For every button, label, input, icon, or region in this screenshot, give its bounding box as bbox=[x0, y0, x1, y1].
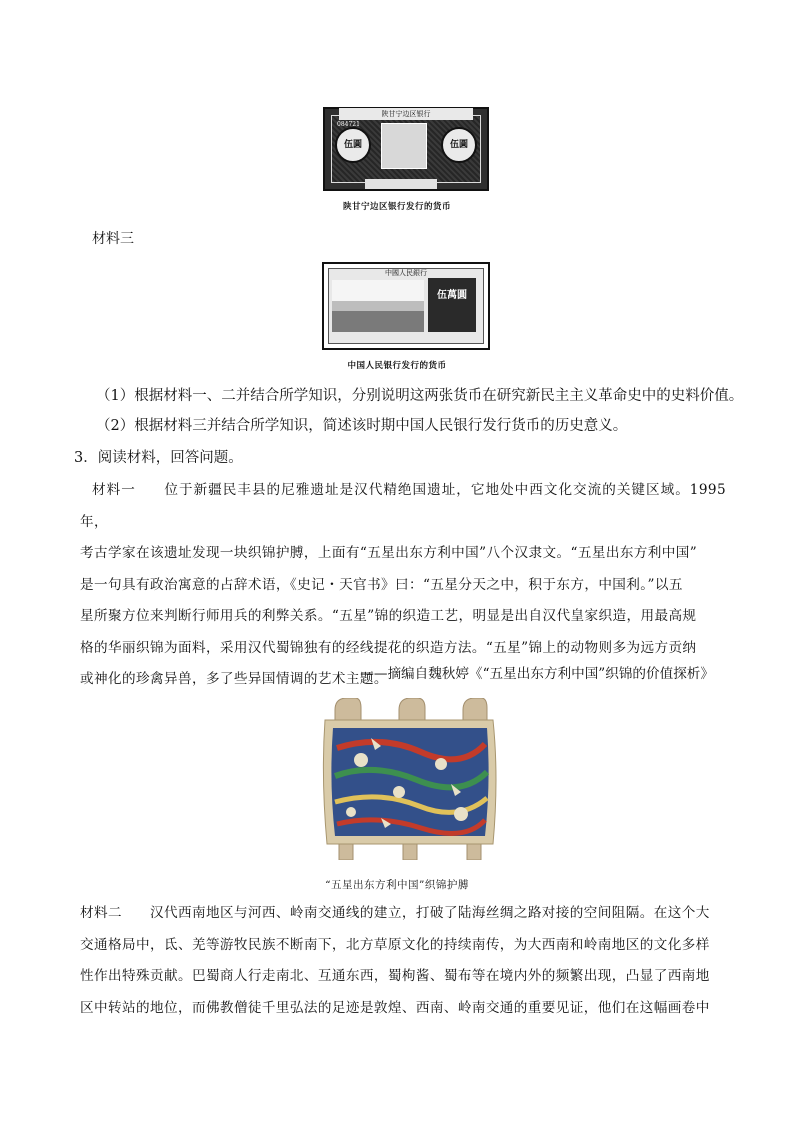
material1-line: 考古学家在该遗址发现一块织锦护膊，上面有“五星出东方利中国”八个汉隶文。“五星出东方利中国” bbox=[80, 545, 698, 561]
note2-caption: 中国人民银行发行的货币 bbox=[347, 361, 447, 371]
note1-caption: 陕甘宁边区银行发行的货币 bbox=[342, 202, 451, 212]
question-1: （1）根据材料一、二并结合所学知识，分别说明这两张货币在研究新民主主义革命史中的史料价值。 bbox=[96, 388, 744, 404]
shaanganning-banknote-image bbox=[323, 107, 489, 191]
material3-label: 材料三 bbox=[92, 231, 134, 247]
material1-label: 材料一 bbox=[92, 482, 136, 498]
pboc-banknote-image bbox=[322, 262, 490, 350]
banknote-bank-text: 陕甘宁边区银行 bbox=[339, 108, 473, 120]
material2-line: 性作出特殊贡献。巴蜀商人行走南北、互通东西，蜀枸酱、蜀布等在境内外的频繁出现，凸显了西南地 bbox=[80, 968, 710, 984]
material1-source: ——摘编自魏秋婷《“五星出东方利中国”织锦的价值探析》 bbox=[360, 666, 714, 682]
material2-line: 汉代西南地区与河西、岭南交通线的建立，打破了陆海丝绸之路对接的空间阻隔。在这个大 bbox=[149, 905, 710, 921]
wuxing-brocade-armguard-image bbox=[321, 698, 499, 860]
material1-line: 位于新疆民丰县的尼雅遗址是汉代精绝国遗址，它地处中西文化交流的关键区域。1995 年， bbox=[80, 482, 727, 530]
q3-title: 3．阅读材料，回答问题。 bbox=[74, 450, 243, 466]
material1-line: 或神化的珍禽异兽，多了些异国情调的艺术主题。 bbox=[80, 671, 388, 687]
banknote-denomination: 伍萬圓 bbox=[428, 278, 476, 332]
banknote-denomination-right: 伍圓 bbox=[441, 127, 477, 163]
material2-label: 材料二 bbox=[80, 905, 122, 921]
banknote-bottom-band bbox=[365, 179, 437, 189]
material1-line: 格的华丽织锦为面料，采用汉代蜀锦独有的经线提花的织造方法。“五星”锦上的动物则多为远方贡纳 bbox=[80, 639, 697, 656]
banknote-denomination-left: 伍圓 bbox=[335, 127, 371, 163]
banknote-vignette bbox=[381, 123, 427, 169]
material2-paragraph bbox=[80, 898, 726, 1024]
banknote-harvest-scene bbox=[332, 280, 424, 332]
banknote-bank-text: 中國人民銀行 bbox=[385, 269, 427, 277]
banknote-serial: 084721 bbox=[337, 121, 360, 128]
material1-line: 是一句具有政治寓意的占辞术语，《史记・天官书》曰：“五星分天之中，积于东方，中国利。”以五 bbox=[80, 576, 683, 593]
material2-line: 区中转站的地位，而佛教僧徒千里弘法的足迹是敦煌、西南、岭南交通的重要见证，他们在这幅画卷中 bbox=[80, 999, 710, 1016]
material1-line: 星所聚方位来判断行师用兵的利弊关系。“五星”锦的织造工艺，明显是出自汉代皇家织造，用最高规 bbox=[80, 608, 697, 624]
material2-line: 交通格局中，氐、羌等游牧民族不断南下，北方草原文化的持续南传，为大西南和岭南地区的文化多样 bbox=[80, 936, 710, 953]
question-2: （2）根据材料三并结合所学知识，简述该时期中国人民银行发行货币的历史意义。 bbox=[96, 418, 628, 434]
textile-caption: “五星出东方利中国”织锦护膊 bbox=[325, 879, 469, 891]
